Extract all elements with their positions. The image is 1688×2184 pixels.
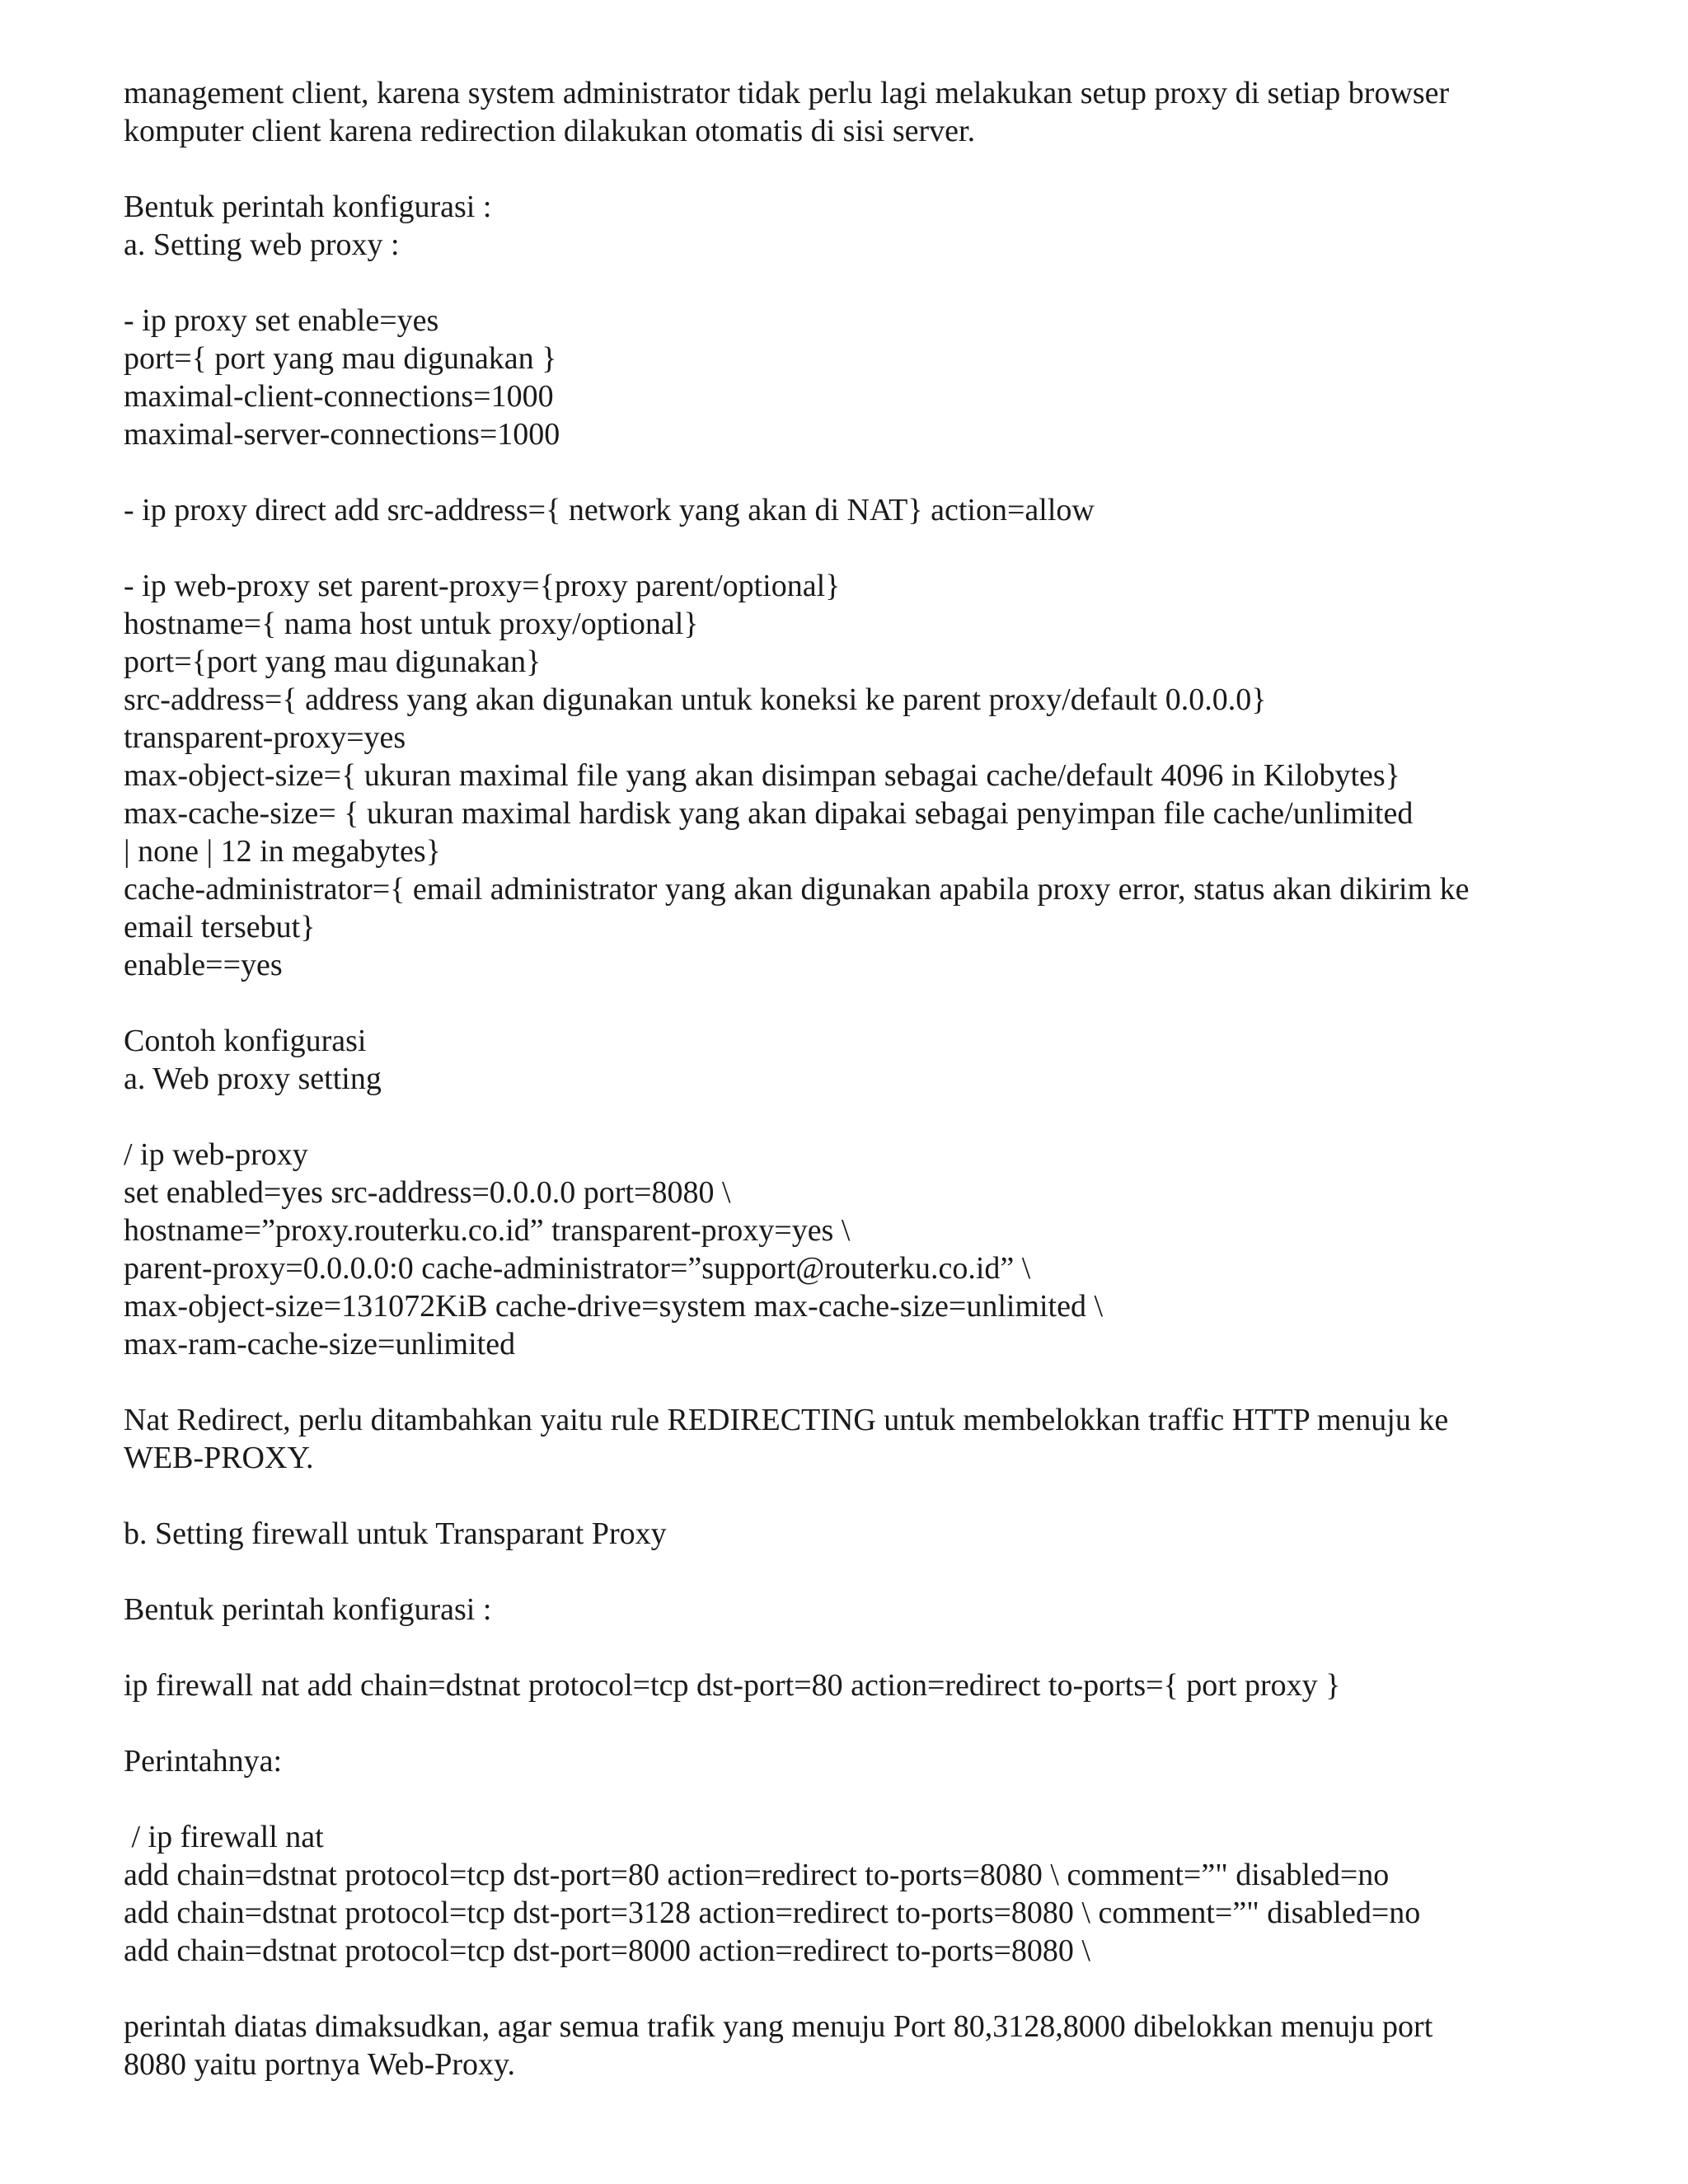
document-page bbox=[124, 74, 1591, 2083]
blank-line bbox=[124, 529, 1591, 567]
line-6: - ip proxy set enable=yes bbox=[124, 303, 439, 338]
line-14: hostname={ nama host untuk proxy/optional} bbox=[124, 607, 699, 641]
line-46: / ip firewall nat bbox=[124, 1820, 324, 1854]
line-35: Nat Redirect, perlu ditambahkan yaitu rule REDIRECTING untuk membelokkan traffic HTTP menuju ke bbox=[124, 1403, 1449, 1437]
line-3: Bentuk perintah konfigurasi : bbox=[124, 190, 492, 224]
line-13: - ip web-proxy set parent-proxy={proxy parent/optional} bbox=[124, 569, 841, 603]
blank-line bbox=[124, 264, 1591, 302]
blank-line bbox=[124, 150, 1591, 188]
blank-line bbox=[124, 1780, 1591, 1818]
line-22: email tersebut} bbox=[124, 910, 316, 944]
line-29: set enabled=yes src-address=0.0.0.0 port=8080 \ bbox=[124, 1175, 731, 1210]
line-40: Bentuk perintah konfigurasi : bbox=[124, 1592, 492, 1627]
line-51: perintah diatas dimaksudkan, agar semua trafik yang menuju Port 80,3128,8000 dibelokkan menuju port bbox=[124, 2009, 1433, 2044]
line-15: port={port yang mau digunakan} bbox=[124, 644, 542, 679]
blank-line bbox=[124, 1629, 1591, 1666]
line-47: add chain=dstnat protocol=tcp dst-port=80 action=redirect to-ports=8080 \ comment=”" disabled=no bbox=[124, 1858, 1390, 1892]
line-25: Contoh konfigurasi bbox=[124, 1024, 367, 1058]
line-1: komputer client karena redirection dilakukan otomatis di sisi server. bbox=[124, 114, 976, 148]
line-32: max-object-size=131072KiB cache-drive=system max-cache-size=unlimited \ bbox=[124, 1289, 1104, 1324]
line-44: Perintahnya: bbox=[124, 1744, 283, 1779]
line-19: max-cache-size= { ukuran maximal hardisk yang akan dipakai sebagai penyimpan file cache/unlimited bbox=[124, 796, 1414, 831]
line-4: a. Setting web proxy : bbox=[124, 227, 400, 262]
line-26: a. Web proxy setting bbox=[124, 1062, 382, 1096]
line-0: management client, karena system administrator tidak perlu lagi melakukan setup proxy di setiap browser bbox=[124, 76, 1450, 110]
line-38: b. Setting firewall untuk Transparant Proxy bbox=[124, 1516, 667, 1551]
line-7: port={ port yang mau digunakan } bbox=[124, 341, 557, 376]
blank-line bbox=[124, 453, 1591, 491]
blank-line bbox=[124, 1098, 1591, 1136]
line-42: ip firewall nat add chain=dstnat protocol=tcp dst-port=80 action=redirect to-ports={ port proxy } bbox=[124, 1668, 1341, 1703]
line-16: src-address={ address yang akan digunakan untuk koneksi ke parent proxy/default 0.0.0.0} bbox=[124, 682, 1267, 717]
line-36: WEB-PROXY. bbox=[124, 1441, 314, 1475]
line-20: | none | 12 in megabytes} bbox=[124, 834, 441, 869]
blank-line bbox=[124, 1477, 1591, 1515]
line-33: max-ram-cache-size=unlimited bbox=[124, 1327, 516, 1361]
line-49: add chain=dstnat protocol=tcp dst-port=8000 action=redirect to-ports=8080 \ bbox=[124, 1933, 1090, 1968]
blank-line bbox=[124, 1704, 1591, 1742]
line-31: parent-proxy=0.0.0.0:0 cache-administrator=”support@routerku.co.id” \ bbox=[124, 1251, 1031, 1286]
line-18: max-object-size={ ukuran maximal file yang akan disimpan sebagai cache/default 4096 in Kilobytes} bbox=[124, 758, 1400, 793]
line-17: transparent-proxy=yes bbox=[124, 720, 406, 755]
blank-line bbox=[124, 1970, 1591, 2008]
blank-line bbox=[124, 1363, 1591, 1401]
line-9: maximal-server-connections=1000 bbox=[124, 417, 560, 452]
line-30: hostname=”proxy.routerku.co.id” transparent-proxy=yes \ bbox=[124, 1213, 851, 1248]
line-21: cache-administrator={ email administrator yang akan digunakan apabila proxy error, status akan dikirim ke bbox=[124, 872, 1470, 907]
line-52: 8080 yaitu portnya Web-Proxy. bbox=[124, 2047, 516, 2082]
blank-line bbox=[124, 984, 1591, 1022]
line-48: add chain=dstnat protocol=tcp dst-port=3128 action=redirect to-ports=8080 \ comment=”" disabled=no bbox=[124, 1896, 1421, 1930]
blank-line bbox=[124, 1553, 1591, 1591]
line-28: / ip web-proxy bbox=[124, 1137, 308, 1172]
line-23: enable==yes bbox=[124, 948, 283, 982]
line-8: maximal-client-connections=1000 bbox=[124, 379, 554, 414]
line-11: - ip proxy direct add src-address={ network yang akan di NAT} action=allow bbox=[124, 493, 1095, 527]
